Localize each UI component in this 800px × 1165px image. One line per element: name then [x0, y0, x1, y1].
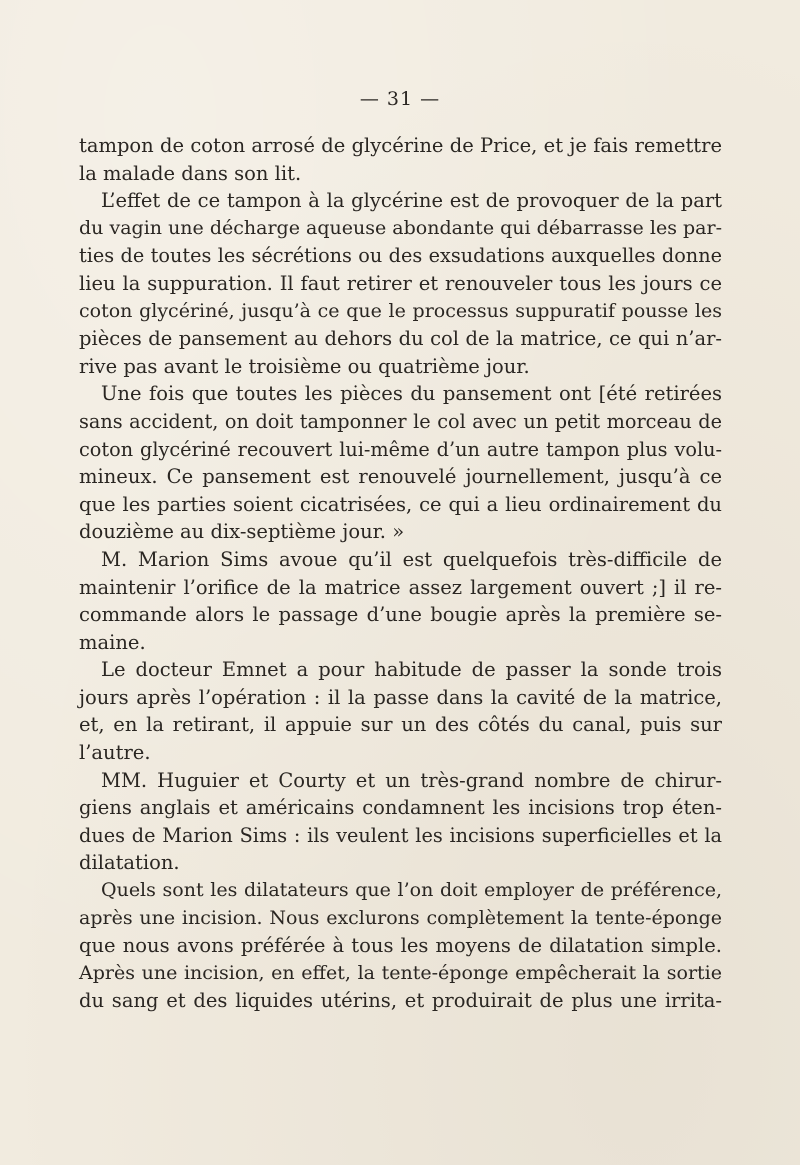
text-line: après une incision. Nous exclurons complètement la tente-éponge — [79, 906, 722, 929]
text-line: giens anglais et américains condamnent les incisions trop éten- — [79, 796, 722, 820]
text-line: Après une incision, en effet, la tente-éponge empêcherait la sortie — [79, 961, 722, 984]
body-text — [79, 132, 722, 1015]
text-line: dilatation. — [79, 851, 180, 875]
text-line: que nous avons préférée à tous les moyens de dilatation simple. — [79, 934, 722, 958]
page-number: — 31 — — [359, 88, 441, 110]
text-line: jours après l’opération : il la passe dans la cavité de la matrice, — [79, 685, 722, 709]
text-line: Quels sont les dilatateurs que l’on doit employer de préférence, — [101, 879, 722, 902]
text-line: MM. Huguier et Courty et un très-grand nombre de chirur- — [101, 768, 722, 792]
text-line: douzième au dix-septième jour. » — [79, 520, 405, 544]
text-line: sans accident, on doit tamponner le col avec un petit morceau de — [79, 409, 722, 433]
text-line: M. Marion Sims avoue qu’il est quelquefois très-difficile de — [101, 547, 722, 571]
text-line: et, en la retirant, il appuie sur un des côtés du canal, puis sur — [79, 713, 722, 737]
text-line: tampon de coton arrosé de glycérine de Price, et je fais remettre — [79, 134, 722, 157]
text-line: que les parties soient cicatrisées, ce qui a lieu ordinairement du — [79, 492, 722, 516]
text-line: lieu la suppuration. Il faut retirer et renouveler tous les jours ce — [79, 271, 722, 295]
text-line: coton glycériné, jusqu’à ce que le processus suppuratif pousse les — [79, 299, 722, 322]
text-line: Une fois que toutes les pièces du pansement ont [été retirées — [101, 382, 722, 406]
text-line: la malade dans son lit. — [79, 161, 302, 185]
text-line: maintenir l’orifice de la matrice assez largement ouvert ;] il re- — [79, 575, 722, 599]
text-line: mineux. Ce pansement est renouvelé journellement, jusqu’à ce — [79, 465, 722, 489]
text-line: commande alors le passage d’une bougie après la première se- — [79, 603, 722, 627]
text-line: l’autre. — [79, 741, 151, 765]
text-line: rive pas avant le troisième ou quatrième jour. — [79, 354, 530, 378]
text-line: du sang et des liquides utérins, et produirait de plus une irrita- — [79, 989, 722, 1013]
text-line: du vagin une décharge aqueuse abondante qui débarrasse les par- — [79, 216, 722, 239]
text-line: ties de toutes les sécrétions ou des exsudations auxquelles donne — [79, 244, 722, 268]
text-line: L’effet de ce tampon à la glycérine est de provoquer de la part — [101, 189, 722, 213]
text-line: Le docteur Emnet a pour habitude de passer la sonde trois — [101, 658, 722, 682]
text-line: pièces de pansement au dehors du col de la matrice, ce qui n’ar- — [79, 327, 722, 351]
text-line: coton glycériné recouvert lui-même d’un autre tampon plus volu- — [79, 437, 722, 461]
text-line: dues de Marion Sims : ils veulent les incisions superficielles et la — [79, 823, 722, 847]
text-line: maine. — [79, 630, 146, 654]
